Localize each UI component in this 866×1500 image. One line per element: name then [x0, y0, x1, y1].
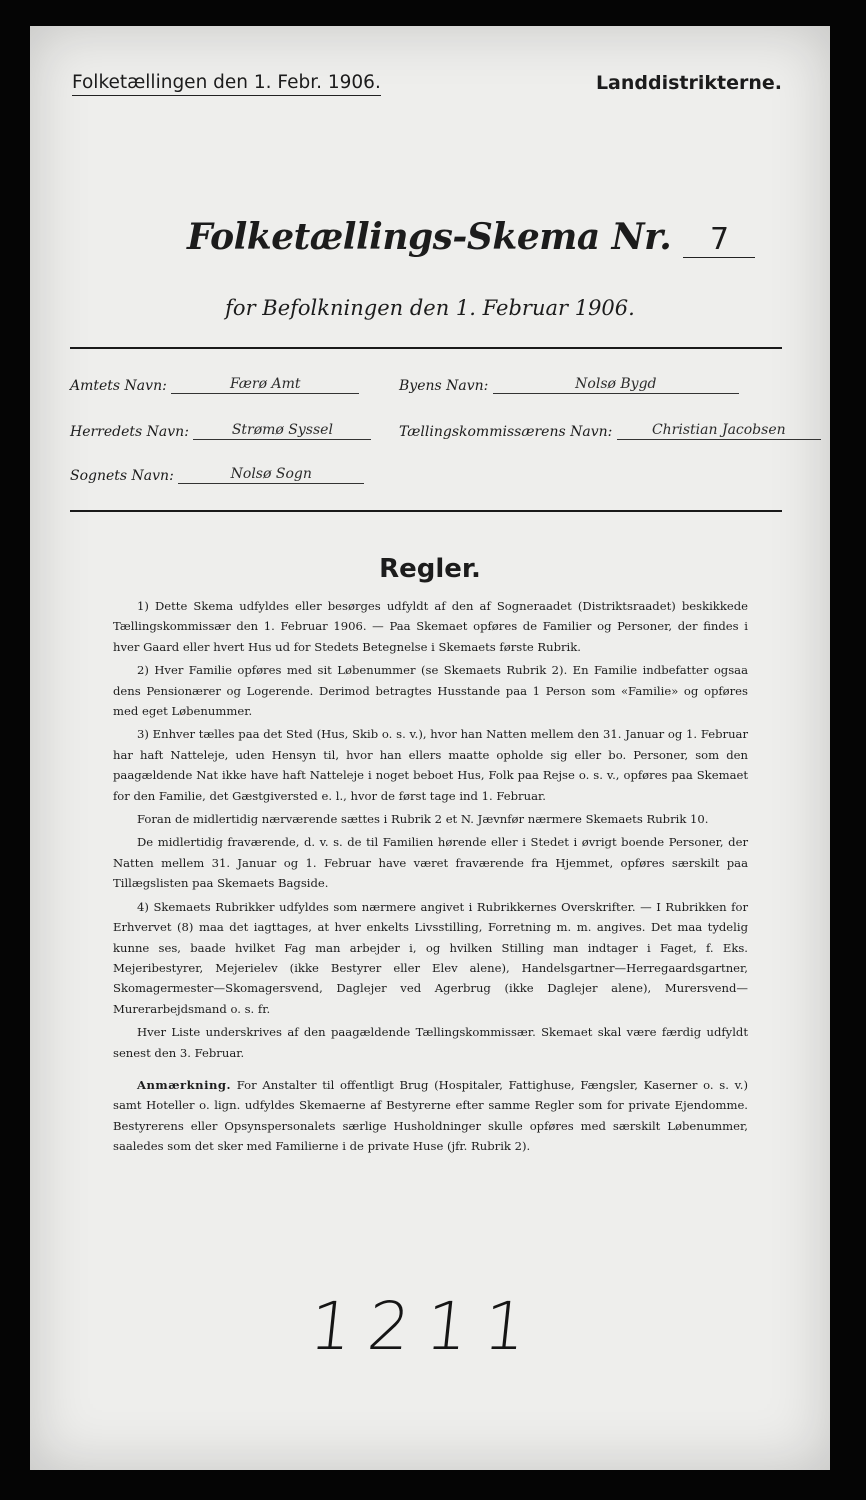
- field-herred: [70, 422, 371, 440]
- rule-paragraph: 2) Hver Familie opføres med sit Løbenummer (se Skemaets Rubrik 2). En Familie indbefatter ogsaa dens Pensionærer og Logerende. Derimod betragtes Husstande paa 1 Person som «Familie» og opføres med eget Løbenummer.: [113, 663, 748, 719]
- form-title-text: Folketællings-Skema Nr.: [187, 216, 672, 258]
- divider-bottom: [70, 510, 782, 512]
- field-kommissaer: [399, 422, 821, 440]
- rule-paragraph: De midlertidig fraværende, d. v. s. de til Familien hørende eller i Stedet i øvrigt boende Personer, der Natten mellem 31. Januar og 1. Februar have været fraværende fra Hjemmet, opføres særskilt paa Tillægslisten paa Skemaets Bagside.: [113, 835, 748, 891]
- form-title: [187, 216, 755, 258]
- field-sogn-value: Nolsø Sogn: [178, 466, 364, 484]
- handwritten-number: 1211: [305, 1288, 547, 1365]
- field-amt-label: Amtets Navn:: [70, 378, 167, 394]
- note-label: Anmærkning.: [137, 1077, 232, 1092]
- rule-paragraph: Hver Liste underskrives af den paagældende Tællingskommissær. Skemaet skal være færdig udfyldt senest den 3. Februar.: [113, 1025, 748, 1060]
- rule-paragraph: 4) Skemaets Rubrikker udfyldes som nærmere angivet i Rubrikkernes Overskrifter. — I Rubrikken for Erhvervet (8) maa det iagttages, at hver enkelts Livsstilling, Forretning m. m. angives. Det maa tydelig kunne ses, baade hvilket Fag man arbejder i, og hvilken Stilling man indtager i Faget, f. Eks. Mejeribestyrer, Mejerielev (ikke Bestyrer eller Elev alene), Handelsgartner—Herregaardsgartner, Skomagermester—Skomagersvend, Daglejer ved Agerbrug (ikke Daglejer alene), Murersvend—Murerarbejdsmand o. s. fr.: [113, 899, 748, 1016]
- rules-heading: Regler.: [379, 554, 481, 584]
- field-by-label: Byens Navn:: [399, 378, 489, 394]
- note-paragraph: [113, 1075, 748, 1157]
- rule-paragraph: Foran de midlertidig nærværende sættes i Rubrik 2 et N. Jævnfør nærmere Skemaets Rubrik 10.: [137, 812, 709, 827]
- form-subtitle: for Befolkningen den 1. Februar 1906.: [225, 296, 635, 320]
- note-text: For Anstalter til offentligt Brug (Hospitaler, Fattighuse, Fængsler, Kaserner o. s. v.) samt Hoteller o. lign. udfyldes Skemaerne af Bestyrerne efter samme Regler som for private Ejendomme. Bestyrerens eller Opsynspersonalets særlige Husholdninger skulle opføres med særskilt Løbenummer, saaledes som det sker med Familierne i de private Huse (jfr. Rubrik 2).: [113, 1077, 749, 1154]
- field-amt: [70, 376, 359, 394]
- rules-body: [113, 596, 748, 1160]
- field-sogn: [70, 466, 364, 484]
- field-kommissaer-label: Tællingskommissærens Navn:: [399, 424, 613, 440]
- field-herred-label: Herredets Navn:: [70, 424, 189, 440]
- field-herred-value: Strømø Syssel: [193, 422, 371, 440]
- rule-paragraph: 1) Dette Skema udfyldes eller besørges udfyldt af den af Sogneraadet (Distriktsraadet) beskikkede Tællingskommissær den 1. Februar 1906. — Paa Skemaet opføres de Familier og Personer, der findes i hver Gaard eller hvert Hus ud for Stedets Betegnelse i Skemaets første Rubrik.: [113, 599, 748, 654]
- header-district-type: Landdistrikterne.: [595, 72, 782, 94]
- census-form-page: [30, 26, 830, 1470]
- field-sogn-label: Sognets Navn:: [70, 468, 174, 484]
- field-amt-value: Færø Amt: [171, 376, 359, 394]
- form-number: 7: [683, 222, 755, 258]
- field-by-value: Nolsø Bygd: [493, 376, 739, 394]
- field-by: [399, 376, 739, 394]
- field-kommissaer-value: Christian Jacobsen: [617, 422, 821, 440]
- divider-top: [70, 347, 782, 349]
- rule-paragraph: 3) Enhver tælles paa det Sted (Hus, Skib o. s. v.), hvor han Natten mellem den 31. Januar og 1. Februar har haft Natteleje, uden Hensyn til, hvor han ellers maatte opholde sig eller bo. Personer, som den paagældende Nat ikke have haft Natteleje i noget beboet Hus, Folk paa Rejse o. s. v., opføres paa Skemaet for den Familie, det Gæstgiversted e. l., hvor de først tage ind 1. Februar.: [113, 727, 748, 803]
- header-census-date: Folketællingen den 1. Febr. 1906.: [72, 72, 381, 96]
